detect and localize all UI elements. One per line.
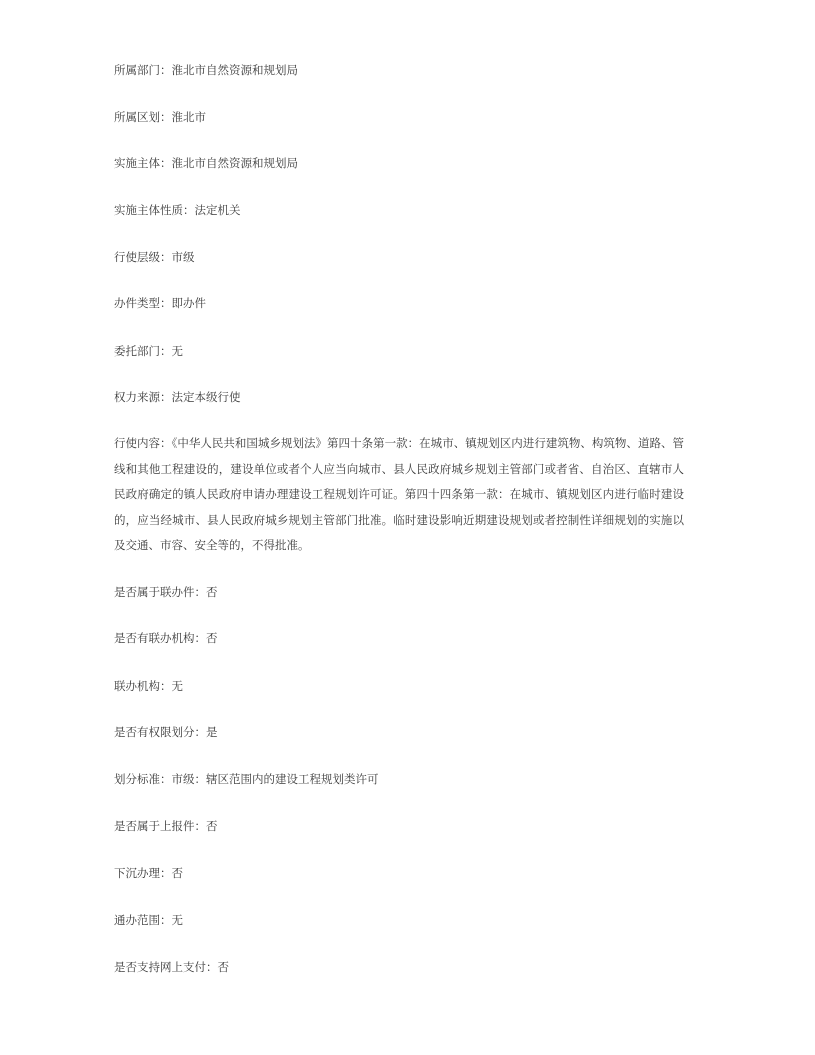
field-has-joint-agency xyxy=(114,630,218,646)
field-label: 是否有权限划分： xyxy=(114,725,206,739)
field-label: 权力来源： xyxy=(114,390,172,404)
field-label: 委托部门： xyxy=(114,344,172,358)
field-label: 划分标准： xyxy=(114,772,172,786)
field-value: 淮北市自然资源和规划局 xyxy=(171,156,298,170)
field-entrusted-department xyxy=(114,343,183,359)
field-value: 即办件 xyxy=(171,296,206,310)
field-level xyxy=(114,249,195,265)
field-joint-case xyxy=(114,584,218,600)
field-authority-division xyxy=(114,724,218,740)
field-online-payment xyxy=(114,959,229,975)
field-label: 下沉办理： xyxy=(114,866,172,880)
field-value: 否 xyxy=(171,866,183,880)
field-value: 否 xyxy=(206,819,218,833)
field-label: 实施主体： xyxy=(114,156,172,170)
field-implementing-body xyxy=(114,155,298,171)
field-label: 联办机构： xyxy=(114,679,172,693)
field-value: 无 xyxy=(171,913,183,927)
field-joint-agency xyxy=(114,678,183,694)
field-body-nature xyxy=(114,202,241,218)
field-label: 所属区划： xyxy=(114,110,172,124)
field-label: 所属部门： xyxy=(114,63,172,77)
field-general-scope xyxy=(114,912,183,928)
field-label: 是否属于上报件： xyxy=(114,819,206,833)
field-label: 通办范围： xyxy=(114,913,172,927)
field-label: 是否支持网上支付： xyxy=(114,960,218,974)
field-value: 法定本级行使 xyxy=(171,390,241,404)
field-value: 否 xyxy=(217,960,229,974)
field-label: 办件类型： xyxy=(114,296,172,310)
field-label: 实施主体性质： xyxy=(114,203,195,217)
field-case-type xyxy=(114,295,206,311)
field-division-standard xyxy=(114,771,379,787)
field-reported-case xyxy=(114,818,218,834)
field-department xyxy=(114,62,298,78)
field-value: 市级 xyxy=(171,250,195,264)
field-value: 市级：辖区范围内的建设工程规划类许可 xyxy=(171,772,379,786)
field-value: 无 xyxy=(171,344,183,358)
field-label: 行使内容： xyxy=(114,436,172,450)
field-label: 行使层级： xyxy=(114,250,172,264)
field-label: 是否有联办机构： xyxy=(114,631,206,645)
field-sink-handling xyxy=(114,865,183,881)
field-value: 是 xyxy=(206,725,218,739)
field-value: 淮北市 xyxy=(171,110,206,124)
field-value: 否 xyxy=(206,585,218,599)
field-value: 否 xyxy=(206,631,218,645)
field-value: 法定机关 xyxy=(194,203,241,217)
field-exercise-content xyxy=(114,431,684,559)
field-value: 《中华人民共和国城乡规划法》第四十条第一款：在城市、镇规划区内进行建筑物、构筑物、道路、管线和其他工程建设的，建设单位或者个人应当向城市、县人民政府城乡规划主管部门或者省、自治区、直辖市人民政府确定的镇人民政府申请办理建设工程规划许可证。第四十四条第一款：在城市、镇规划区内进行临时建设的，应当经城市、县人民政府城乡规划主管部门批准。临时建设影响近期建设规划或者控制性详细规划的实施以及交通、市容、安全等的，不得批准。 xyxy=(114,436,684,552)
field-value: 无 xyxy=(171,679,183,693)
field-power-source xyxy=(114,389,241,405)
field-region xyxy=(114,109,206,125)
field-label: 是否属于联办件： xyxy=(114,585,206,599)
field-value: 淮北市自然资源和规划局 xyxy=(171,63,298,77)
